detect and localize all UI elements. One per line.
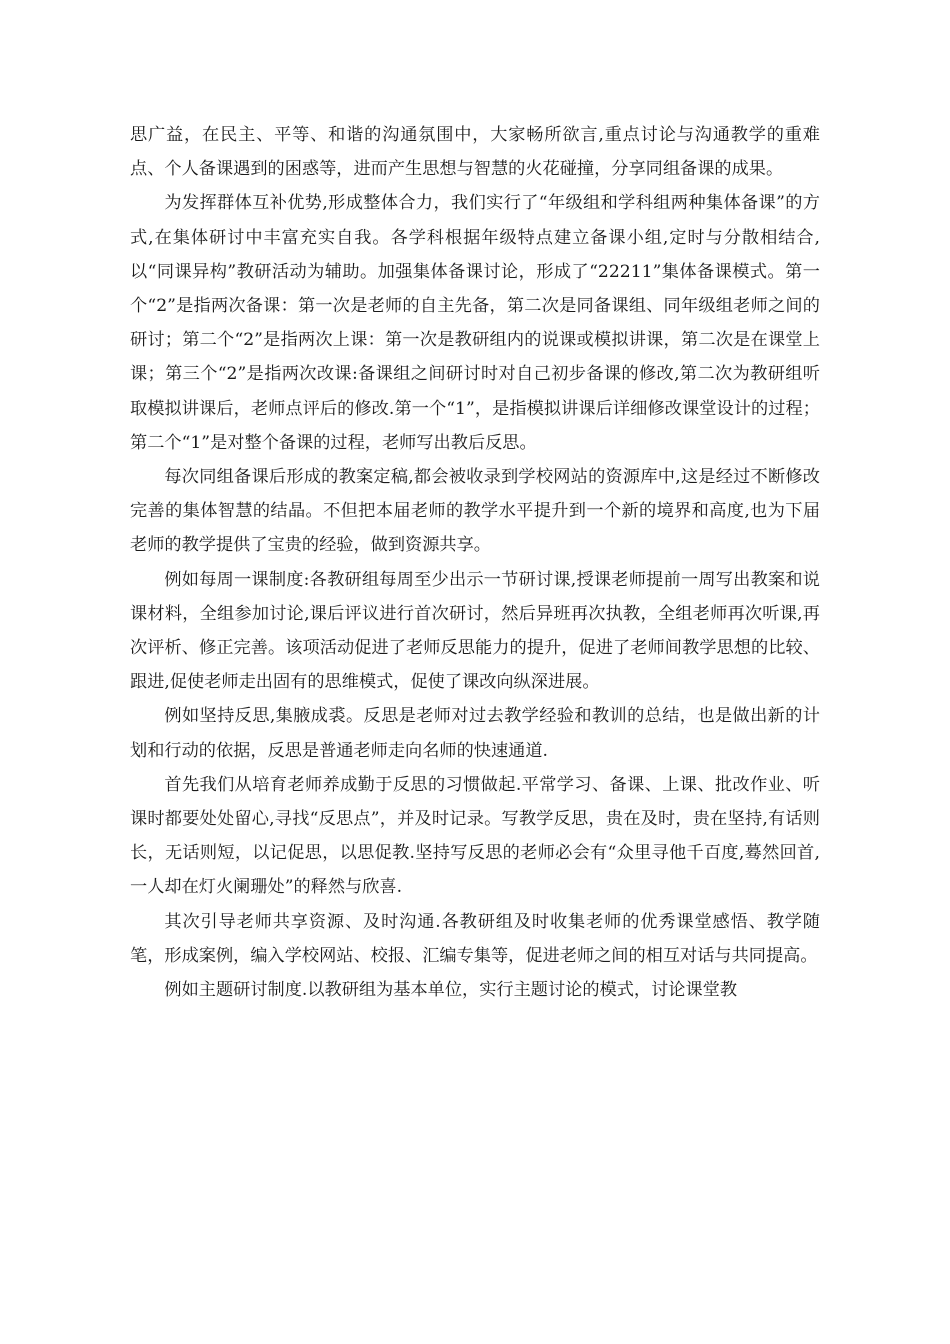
paragraph-theme-research: 例如主题研讨制度.以教研组为基本单位，实行主题讨论的模式，讨论课堂教: [164, 980, 738, 1001]
paragraph-weekly-lesson: 例如每周一课制度:各教研组每周至少出示一节研讨课,授课老师提前一周写出教案和说课材料，全组参加讨论,课后评议进行首次研讨，然后异班再次执教，全组老师再次听课,再次评析、修正完善。该项活动促进了老师反思能力的提升，促进了老师间教学思想的比较、跟进,促使老师走出固有的思维模式，促使了课改向纵深进展。: [130, 569, 820, 693]
paragraph-sharing-communication: 其次引导老师共享资源、及时沟通.各教研组及时收集老师的优秀课堂感悟、教学随笔，形成案例，编入学校网站、校报、汇编专集等，促进老师之间的相互对话与共同提高。: [130, 911, 820, 966]
paragraph-reflection: 例如坚持反思,集腋成裘。反思是老师对过去教学经验和教训的总结，也是做出新的计划和行动的依据，反思是普通老师走向名师的快速通道.: [130, 706, 820, 761]
paragraph-collective-lesson-prep: 为发挥群体互补优势,形成整体合力，我们实行了“年级组和学科组两种集体备课”的方式,在集体研讨中丰富充实自我。各学科根据年级特点建立备课小组,定时与分散相结合,以“同课异构”教研活动为辅助。加强集体备课讨论，形成了“22211”集体备课模式。第一个“2”是指两次备课：第一次是老师的自主先备，第二次是同备课组、同年级组老师之间的研讨；第二个“2”是指两次上课：第一次是教研组内的说课或模拟讲课，第二次是在课堂上课；第三个“2”是指两次改课:备课组之间研讨时对自己初步备课的修改,第二次为教研组听取模拟讲课后，老师点评后的修改.第一个“1”，是指模拟讲课后详细修改课堂设计的过程；第二个“1”是对整个备课的过程，老师写出教后反思。: [130, 193, 820, 453]
body-text: [130, 118, 820, 1007]
paragraph-continuation: 思广益，在民主、平等、和谐的沟通氛围中，大家畅所欲言,重点讨论与沟通教学的重难点、个人备课遇到的困惑等，进而产生思想与智慧的火花碰撞，分享同组备课的成果。: [130, 125, 820, 180]
paragraph-reflection-habit: 首先我们从培育老师养成勤于反思的习惯做起.平常学习、备课、上课、批改作业、听课时都要处处留心,寻找“反思点”，并及时记录。写教学反思，贵在及时，贵在坚持,有话则长，无话则短，以记促思，以思促教.坚持写反思的老师必会有“众里寻他千百度,蓦然回首,一人却在灯火阑珊处”的释然与欣喜.: [130, 774, 820, 898]
paragraph-resource-sharing: 每次同组备课后形成的教案定稿,都会被收录到学校网站的资源库中,这是经过不断修改完善的集体智慧的结晶。不但把本届老师的教学水平提升到一个新的境界和高度,也为下届老师的教学提供了宝贵的经验，做到资源共享。: [130, 467, 820, 556]
